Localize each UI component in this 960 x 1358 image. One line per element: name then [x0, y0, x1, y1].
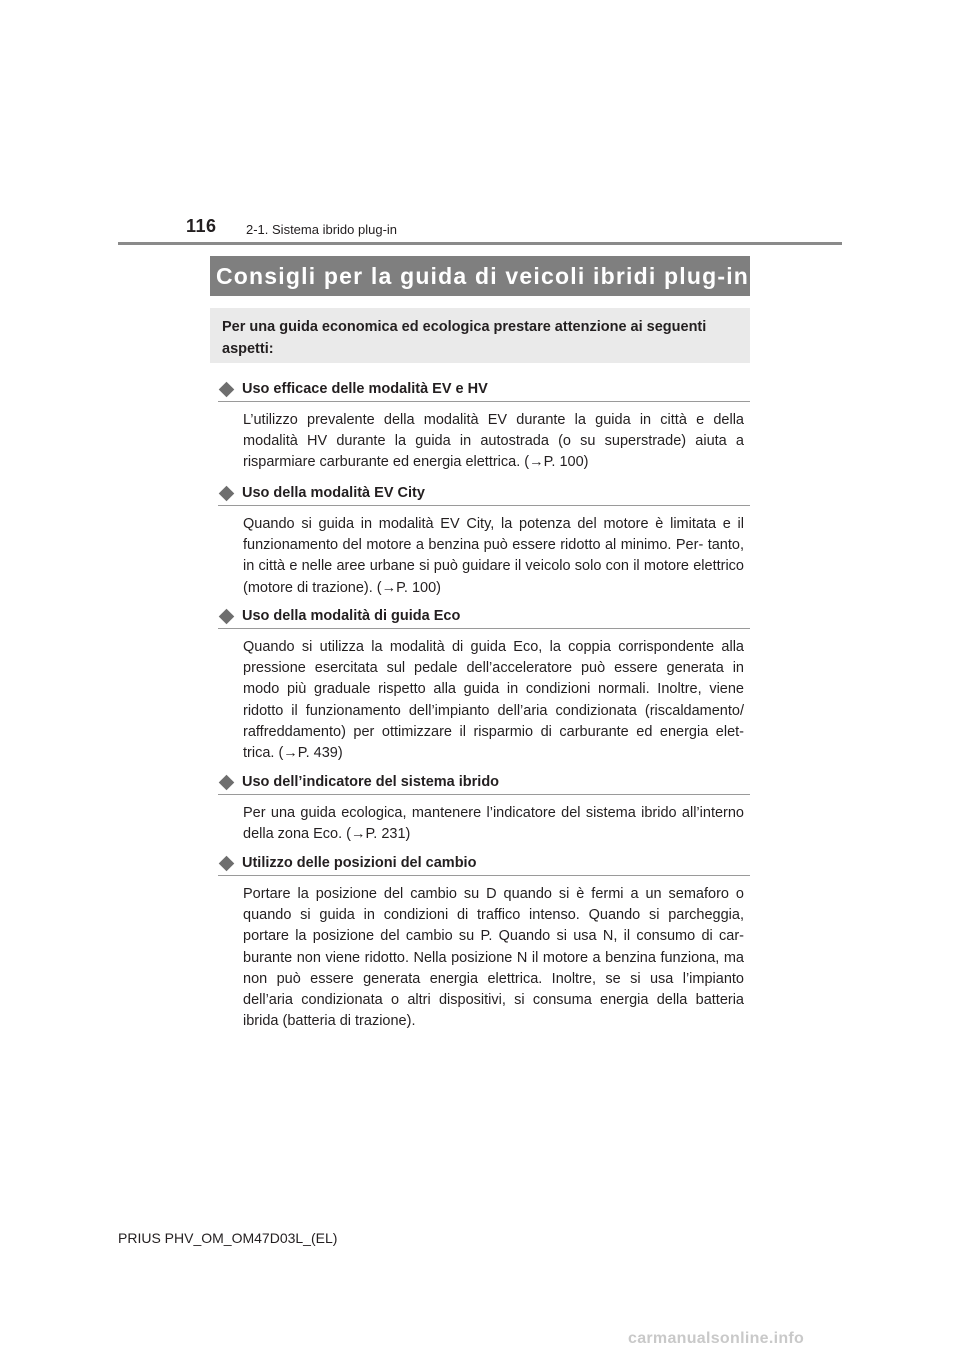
topic-eco-mode	[218, 604, 750, 764]
topic-heading-text: Utilizzo delle posizioni del cambio	[242, 855, 477, 871]
diamond-bullet-icon	[219, 608, 235, 624]
topic-ev-city	[218, 481, 750, 599]
topic-shift-positions	[218, 851, 750, 1032]
topic-heading	[218, 770, 750, 795]
topic-heading-text: Uso della modalità di guida Eco	[242, 608, 461, 624]
topic-heading-text: Uso della modalità EV City	[242, 485, 425, 501]
topic-heading-text: Uso dell’indicatore del sistema ibrido	[242, 774, 500, 790]
section-label: 2-1. Sistema ibrido plug-in	[246, 222, 398, 237]
watermark: carmanualsonline.info	[628, 1330, 805, 1347]
topic-body: Quando si guida in modalità EV City, la potenza del motore è limitata e il funzionamento del motore a benzina può essere ridotto al minimo. Per- tanto, in città e nelle aree urbane si può guidare il veicolo solo con il motore elettrico (motore di trazione). (→P. 100)	[243, 516, 744, 596]
topic-body: Quando si utilizza la modalità di guida Eco, la coppia corrispondente alla pressione esercitata sul pedale dell’acceleratore può essere generata in modo più graduale rispetto alla guida in condizioni normali. Inoltre, viene ridotto il funzionamento dell’impianto dell’aria condizionata (riscaldamento/ raffreddamento) per ottimizzare il risparmio di carburante ed energia elet- trica. (→P. 439)	[243, 639, 744, 762]
diamond-bullet-icon	[219, 774, 235, 790]
footer-doc-code: PRIUS PHV_OM_OM47D03L_(EL)	[118, 1230, 338, 1246]
diamond-bullet-icon	[219, 381, 235, 397]
page-title-bar	[210, 256, 750, 296]
topic-body: Per una guida ecologica, mantenere l’indicatore del sistema ibrido all’interno della zona Eco. (→P. 231)	[243, 805, 744, 843]
intro-box: Per una guida economica ed ecologica prestare attenzione ai seguenti aspetti:	[210, 308, 750, 363]
topic-ev-hv	[218, 377, 750, 474]
page-number: 116	[186, 216, 217, 236]
topic-heading	[218, 377, 750, 402]
diamond-bullet-icon	[219, 855, 235, 871]
header-divider	[118, 242, 842, 245]
topic-hybrid-indicator	[218, 770, 750, 845]
topic-heading-text: Uso efficace delle modalità EV e HV	[242, 381, 488, 397]
page-title: Consigli per la guida di veicoli ibridi plug-in	[216, 262, 750, 289]
topic-heading	[218, 481, 750, 506]
topic-heading	[218, 851, 750, 876]
topic-body: L’utilizzo prevalente della modalità EV durante la guida in città e della modalità HV durante la guida in autostrada (o su superstrade) aiuta a risparmiare carburante ed energia elettrica. (→P. 100)	[243, 412, 744, 471]
diamond-bullet-icon	[219, 485, 235, 501]
topic-heading	[218, 604, 750, 629]
topic-body: Portare la posizione del cambio su D quando si è fermi a un semaforo o quando si guida in condizioni di traffico intenso. Quando si parcheggia, portare la posizione del cambio su P. Quando si usa N, il consumo di car- burante non viene ridotto. Nella posizione N il motore a benzina funziona, ma non può essere generata energia elettrica. Inoltre, se si usa l’impianto dell’aria condizionata o altri dispositivi, si consuma energia della batteria ibrida (batteria di trazione).	[243, 886, 744, 1030]
